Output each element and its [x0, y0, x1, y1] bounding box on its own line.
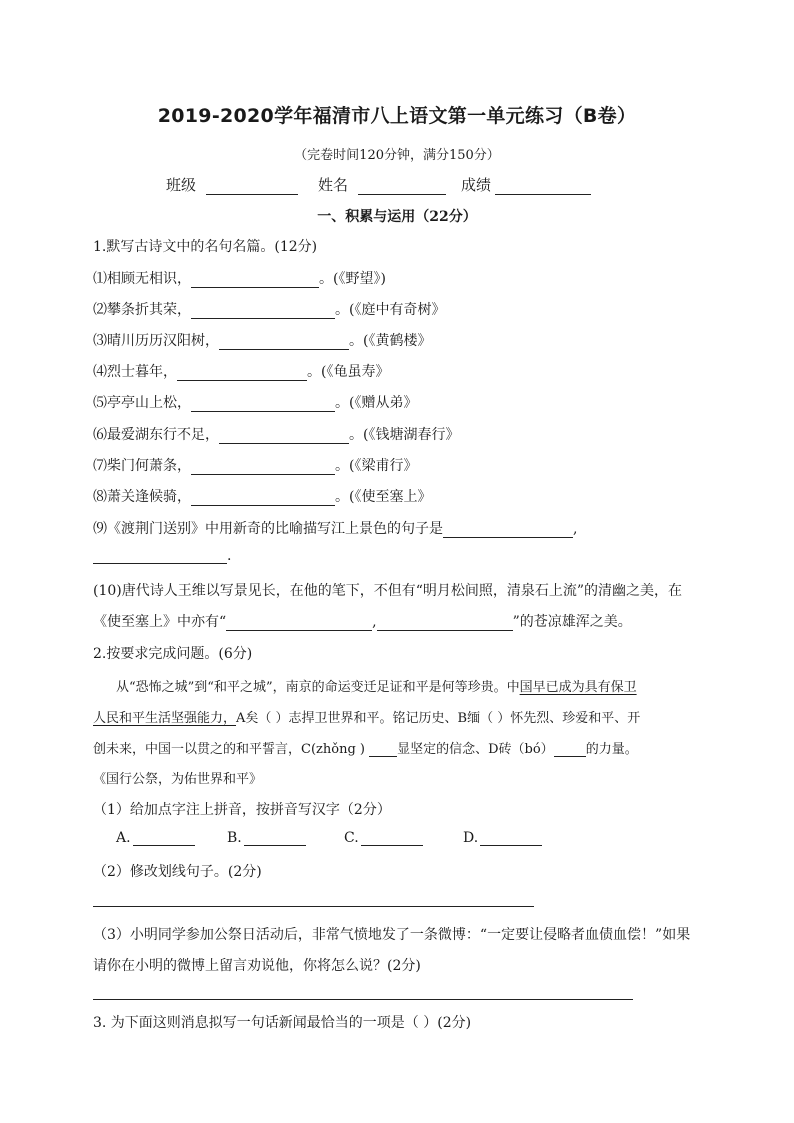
choice-c-label: C. [344, 830, 359, 846]
q1-item-9-cont [93, 548, 231, 564]
q1-item-10-line1: (10)唐代诗人王维以写景见长，在他的笔下，不但有“明月松间照，清泉石上流”的清幽之美，在 [93, 583, 683, 599]
q1-item-9-text: ⑼《渡荆门送别》中用新奇的比喻描写江上景色的句子是 [93, 521, 443, 537]
choice-d-label: D. [463, 830, 479, 846]
q1-item-7-blank[interactable] [191, 459, 335, 475]
q1-item-9 [93, 518, 577, 538]
q2-passage-source: 《国行公祭，为佑世界和平》 [93, 772, 263, 787]
q1-item-3-blank[interactable] [219, 334, 349, 350]
q1-item-10-comma: , [372, 614, 377, 630]
q1-item-1-suffix: 。(《野望》) [319, 271, 386, 287]
q2-sub3-line1: （3）小明同学参加公祭日活动后，非常气愤地发了一条微博：“一定要让侵略者血债血偿！”如果 [93, 927, 691, 943]
passage-blank-c[interactable] [369, 743, 397, 757]
q1-item-4 [93, 361, 389, 381]
passage-blank-d[interactable] [554, 743, 586, 757]
q1-item-4-prefix: ⑷烈士暮年， [93, 364, 177, 380]
q1-heading: 1.默写古诗文中的名句名篇。(12分) [93, 239, 318, 255]
q2-choice-a [116, 830, 195, 846]
passage-underlined-2: 人民和平生活坚强能力， [93, 711, 237, 726]
q1-item-3 [93, 330, 431, 350]
q1-item-3-suffix: 。(《黄鹤楼》 [349, 333, 432, 349]
q1-item-10-close: ”的苍凉雄浑之美。 [512, 614, 632, 630]
q1-item-5-prefix: ⑸亭亭山上松， [93, 395, 191, 411]
q2-sub1: （1）给加点字注上拼音，按拼音写汉字（2分） [93, 802, 391, 818]
score-field [461, 174, 591, 195]
q1-item-7-prefix: ⑺柴门何萧条， [93, 458, 191, 474]
choice-c-blank[interactable] [361, 831, 423, 846]
q2-sub3-answer-line[interactable] [93, 999, 633, 1000]
q1-item-9-comma: , [573, 521, 578, 537]
q2-sub2-answer-line[interactable] [93, 906, 534, 907]
q1-item-8-suffix: 。(《使至塞上》 [335, 489, 432, 505]
q2-heading: 2.按要求完成问题。(6分) [93, 646, 253, 662]
q1-item-7 [93, 455, 417, 475]
choice-d-blank[interactable] [480, 831, 542, 846]
q1-item-1-blank[interactable] [191, 272, 319, 288]
q1-item-8-prefix: ⑻萧关逢候骑， [93, 489, 191, 505]
section-heading: 一、积累与运用（22分） [317, 209, 477, 225]
q1-item-6-blank[interactable] [219, 428, 349, 444]
choice-b-blank[interactable] [244, 831, 306, 846]
q2-passage-line-3 [93, 738, 638, 757]
q1-item-8-blank[interactable] [191, 490, 335, 506]
class-blank[interactable] [206, 179, 298, 195]
exam-subtitle: （完卷时间120分钟，满分150分） [294, 148, 500, 163]
choice-a-blank[interactable] [133, 831, 195, 846]
exam-title: 2019-2020学年福清市八上语文第一单元练习（B卷） [157, 105, 637, 127]
choice-a-label: A. [116, 830, 131, 846]
q1-item-6-prefix: ⑹最爱湖东行不足， [93, 427, 219, 443]
q1-item-9-blank-2[interactable] [93, 548, 227, 564]
q2-choice-b [227, 830, 306, 846]
score-label: 成绩 [461, 176, 492, 194]
q2-choice-c [344, 830, 423, 846]
passage-line1-text: 从“恐怖之城”到“和平之城”，南京的命运变迁足证和平是何等珍贵。中 [116, 680, 520, 695]
name-field [318, 174, 446, 195]
q1-item-3-prefix: ⑶晴川历历汉阳树， [93, 333, 219, 349]
q2-choice-d [463, 830, 542, 846]
q1-item-5 [93, 392, 417, 412]
q2-passage-line-1 [116, 676, 637, 695]
q1-item-1 [93, 268, 386, 288]
q1-item-6 [93, 424, 459, 444]
q1-item-9-blank-1[interactable] [443, 522, 573, 538]
score-blank[interactable] [495, 179, 591, 195]
q1-item-4-blank[interactable] [177, 365, 307, 381]
q1-item-2-blank[interactable] [191, 303, 335, 319]
name-blank[interactable] [358, 179, 446, 195]
q2-sub2: （2）修改划线句子。(2分) [93, 864, 262, 880]
passage-line2-text: A矣（ ）志捍卫世界和平。铭记历史、B缅（ ）怀先烈、珍爱和平、开 [236, 711, 641, 726]
q2-passage-line-2 [93, 707, 640, 726]
q1-item-10-blank-1[interactable] [226, 615, 372, 631]
passage-underlined-1: 国早已成为具有保卫 [519, 680, 637, 695]
q3-text: 3. 为下面这则消息拟写一句话新闻最恰当的一项是（ ）(2分) [93, 1015, 472, 1031]
q1-item-2 [93, 299, 445, 319]
q1-item-4-suffix: 。(《龟虽寿》 [307, 364, 390, 380]
q2-sub3-line2: 请你在小明的微博上留言劝说他，你将怎么说？(2分) [93, 958, 421, 974]
q1-item-10-line2 [93, 611, 632, 631]
passage-line3-b: 显坚定的信念、D砖（bó） [397, 742, 554, 757]
q1-item-7-suffix: 。(《梁甫行》 [335, 458, 418, 474]
q1-item-8 [93, 486, 431, 506]
class-label: 班级 [166, 176, 197, 194]
q1-item-5-blank[interactable] [191, 396, 335, 412]
passage-line3-a: 创未来，中国一以贯之的和平誓言，C(zhǒng ) [93, 742, 370, 757]
class-field [166, 174, 298, 195]
passage-line3-c: 的力量。 [585, 742, 638, 757]
q1-item-10-blank-2[interactable] [377, 615, 513, 631]
q1-item-1-prefix: ⑴相顾无相识， [93, 271, 191, 287]
q1-item-9-end: . [227, 548, 232, 564]
q1-item-5-suffix: 。(《赠从弟》 [335, 395, 418, 411]
q1-item-10-open: 《使至塞上》中亦有“ [93, 614, 227, 630]
q1-item-2-prefix: ⑵攀条折其荣， [93, 302, 191, 318]
choice-b-label: B. [227, 830, 242, 846]
q1-item-2-suffix: 。(《庭中有奇树》 [335, 302, 446, 318]
name-label: 姓名 [318, 176, 349, 194]
q1-item-6-suffix: 。(《钱塘湖春行》 [349, 427, 460, 443]
